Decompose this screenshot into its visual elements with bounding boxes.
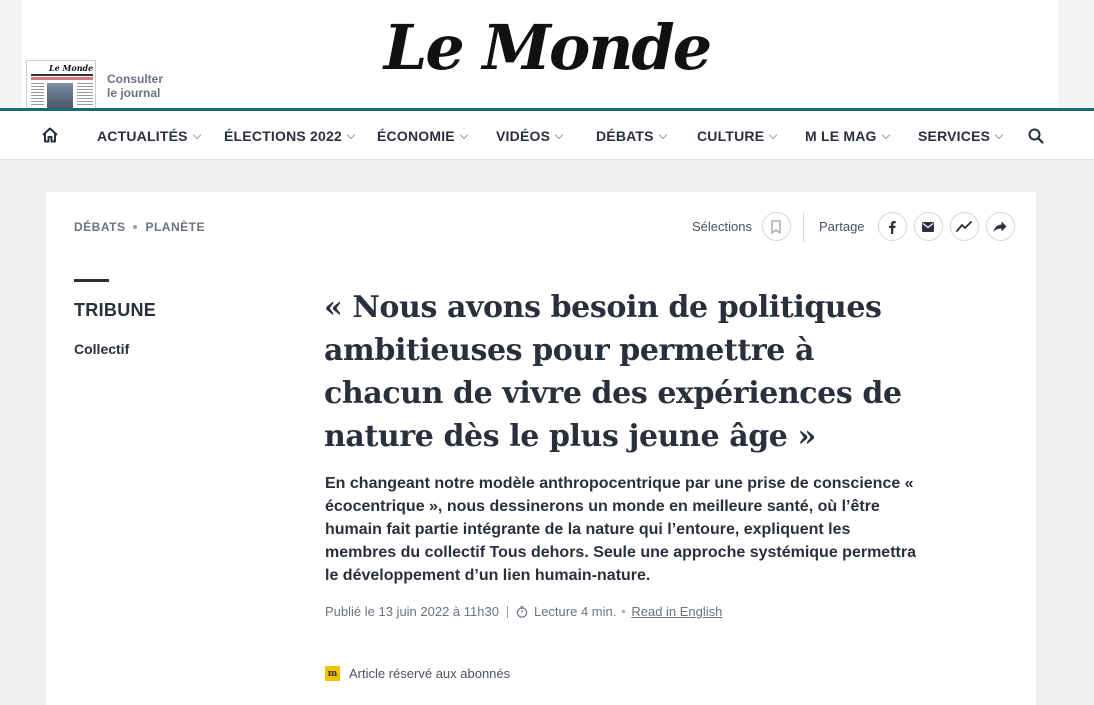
- meta-dot: [622, 610, 625, 613]
- home-icon[interactable]: [42, 127, 58, 143]
- nav-item-videos[interactable]: [496, 128, 562, 144]
- breadcrumb-debats[interactable]: DÉBATS: [74, 220, 126, 234]
- article-author[interactable]: Collectif: [74, 341, 130, 357]
- bookmark-icon: [770, 220, 782, 234]
- article-card: [46, 192, 1036, 705]
- chevron-down-icon: [658, 131, 666, 139]
- timer-icon: [516, 606, 528, 618]
- chevron-down-icon: [881, 131, 889, 139]
- share-more-button[interactable]: [986, 212, 1015, 241]
- premium-label: Article réservé aux abonnés: [349, 666, 511, 681]
- article-title: « Nous avons besoin de politiques ambitieuses pour permettre à chacun de vivre des expériences de nature dès le plus jeune âge »: [324, 290, 902, 454]
- article-description: En changeant notre modèle anthropocentrique par une prise de conscience « écocentrique », nous dessinerons un monde en meilleure santé, où l’être humain fait partie intégrante de la nature qui l’entoure, expliquent les membres du collectif Tous dehors. Seule une approche systémique permettra le développement d’un lien humain-nature.: [325, 475, 916, 584]
- consult-journal-label[interactable]: [107, 72, 167, 100]
- journal-thumb-title: Le Monde: [49, 63, 94, 73]
- nav-label: SERVICES: [918, 128, 991, 144]
- nav-label: ACTUALITÉS: [97, 128, 188, 144]
- published-date: Publié le 13 juin 2022 à 11h30: [325, 604, 499, 619]
- messenger-icon: [956, 221, 972, 233]
- nav-item-services[interactable]: [918, 128, 1002, 144]
- breadcrumb: [74, 220, 205, 234]
- reading-time: Lecture 4 min.: [533, 604, 617, 619]
- share-arrow-icon: [993, 221, 1007, 233]
- breadcrumb-planete[interactable]: PLANÈTE: [145, 220, 205, 234]
- main-nav: [0, 111, 1094, 160]
- article-meta: [325, 604, 722, 619]
- share-label: Partage: [819, 219, 865, 234]
- toolbar-divider: [803, 212, 804, 242]
- share-facebook-button[interactable]: [878, 212, 907, 241]
- journal-thumbnail[interactable]: [26, 60, 96, 110]
- journal-label-line2: le journal: [107, 86, 161, 100]
- nav-label: VIDÉOS: [496, 128, 551, 144]
- breadcrumb-separator: [133, 225, 137, 229]
- bookmark-button[interactable]: [762, 212, 791, 241]
- share-email-button[interactable]: [914, 212, 943, 241]
- facebook-icon: [887, 220, 897, 234]
- nav-item-economie[interactable]: [377, 128, 467, 144]
- nav-label: CULTURE: [697, 128, 765, 144]
- chevron-down-icon: [555, 131, 563, 139]
- nav-item-actualites[interactable]: [97, 128, 200, 144]
- nav-label: ÉLECTIONS 2022: [224, 128, 342, 144]
- consult-journal-link[interactable]: [26, 60, 167, 110]
- search-icon[interactable]: [1028, 128, 1044, 144]
- meta-divider: [507, 606, 508, 618]
- selections-group: [692, 212, 791, 241]
- nav-label: ÉCONOMIE: [377, 128, 455, 144]
- chevron-down-icon: [769, 131, 777, 139]
- nav-item-culture[interactable]: [697, 128, 776, 144]
- journal-label-line1: Consulter: [107, 72, 164, 86]
- chevron-down-icon: [347, 131, 355, 139]
- share-messenger-button[interactable]: [950, 212, 979, 241]
- article-kicker: TRIBUNE: [74, 300, 157, 320]
- premium-m-icon: m: [325, 666, 340, 681]
- nav-label: DÉBATS: [596, 128, 654, 144]
- email-icon: [922, 222, 934, 232]
- chevron-down-icon: [192, 131, 200, 139]
- chevron-down-icon: [460, 131, 468, 139]
- selections-label: Sélections: [692, 219, 752, 234]
- le-monde-logo[interactable]: Le Monde: [383, 11, 711, 84]
- chevron-down-icon: [995, 131, 1003, 139]
- premium-notice: [325, 666, 510, 681]
- kicker-rule: [74, 279, 109, 282]
- nav-label: M LE MAG: [805, 128, 877, 144]
- nav-item-m-le-mag[interactable]: [805, 128, 889, 144]
- read-in-english-link[interactable]: Read in English: [631, 604, 723, 619]
- nav-item-debats[interactable]: [596, 128, 666, 144]
- share-group: [819, 212, 1015, 241]
- nav-item-elections[interactable]: [224, 128, 354, 144]
